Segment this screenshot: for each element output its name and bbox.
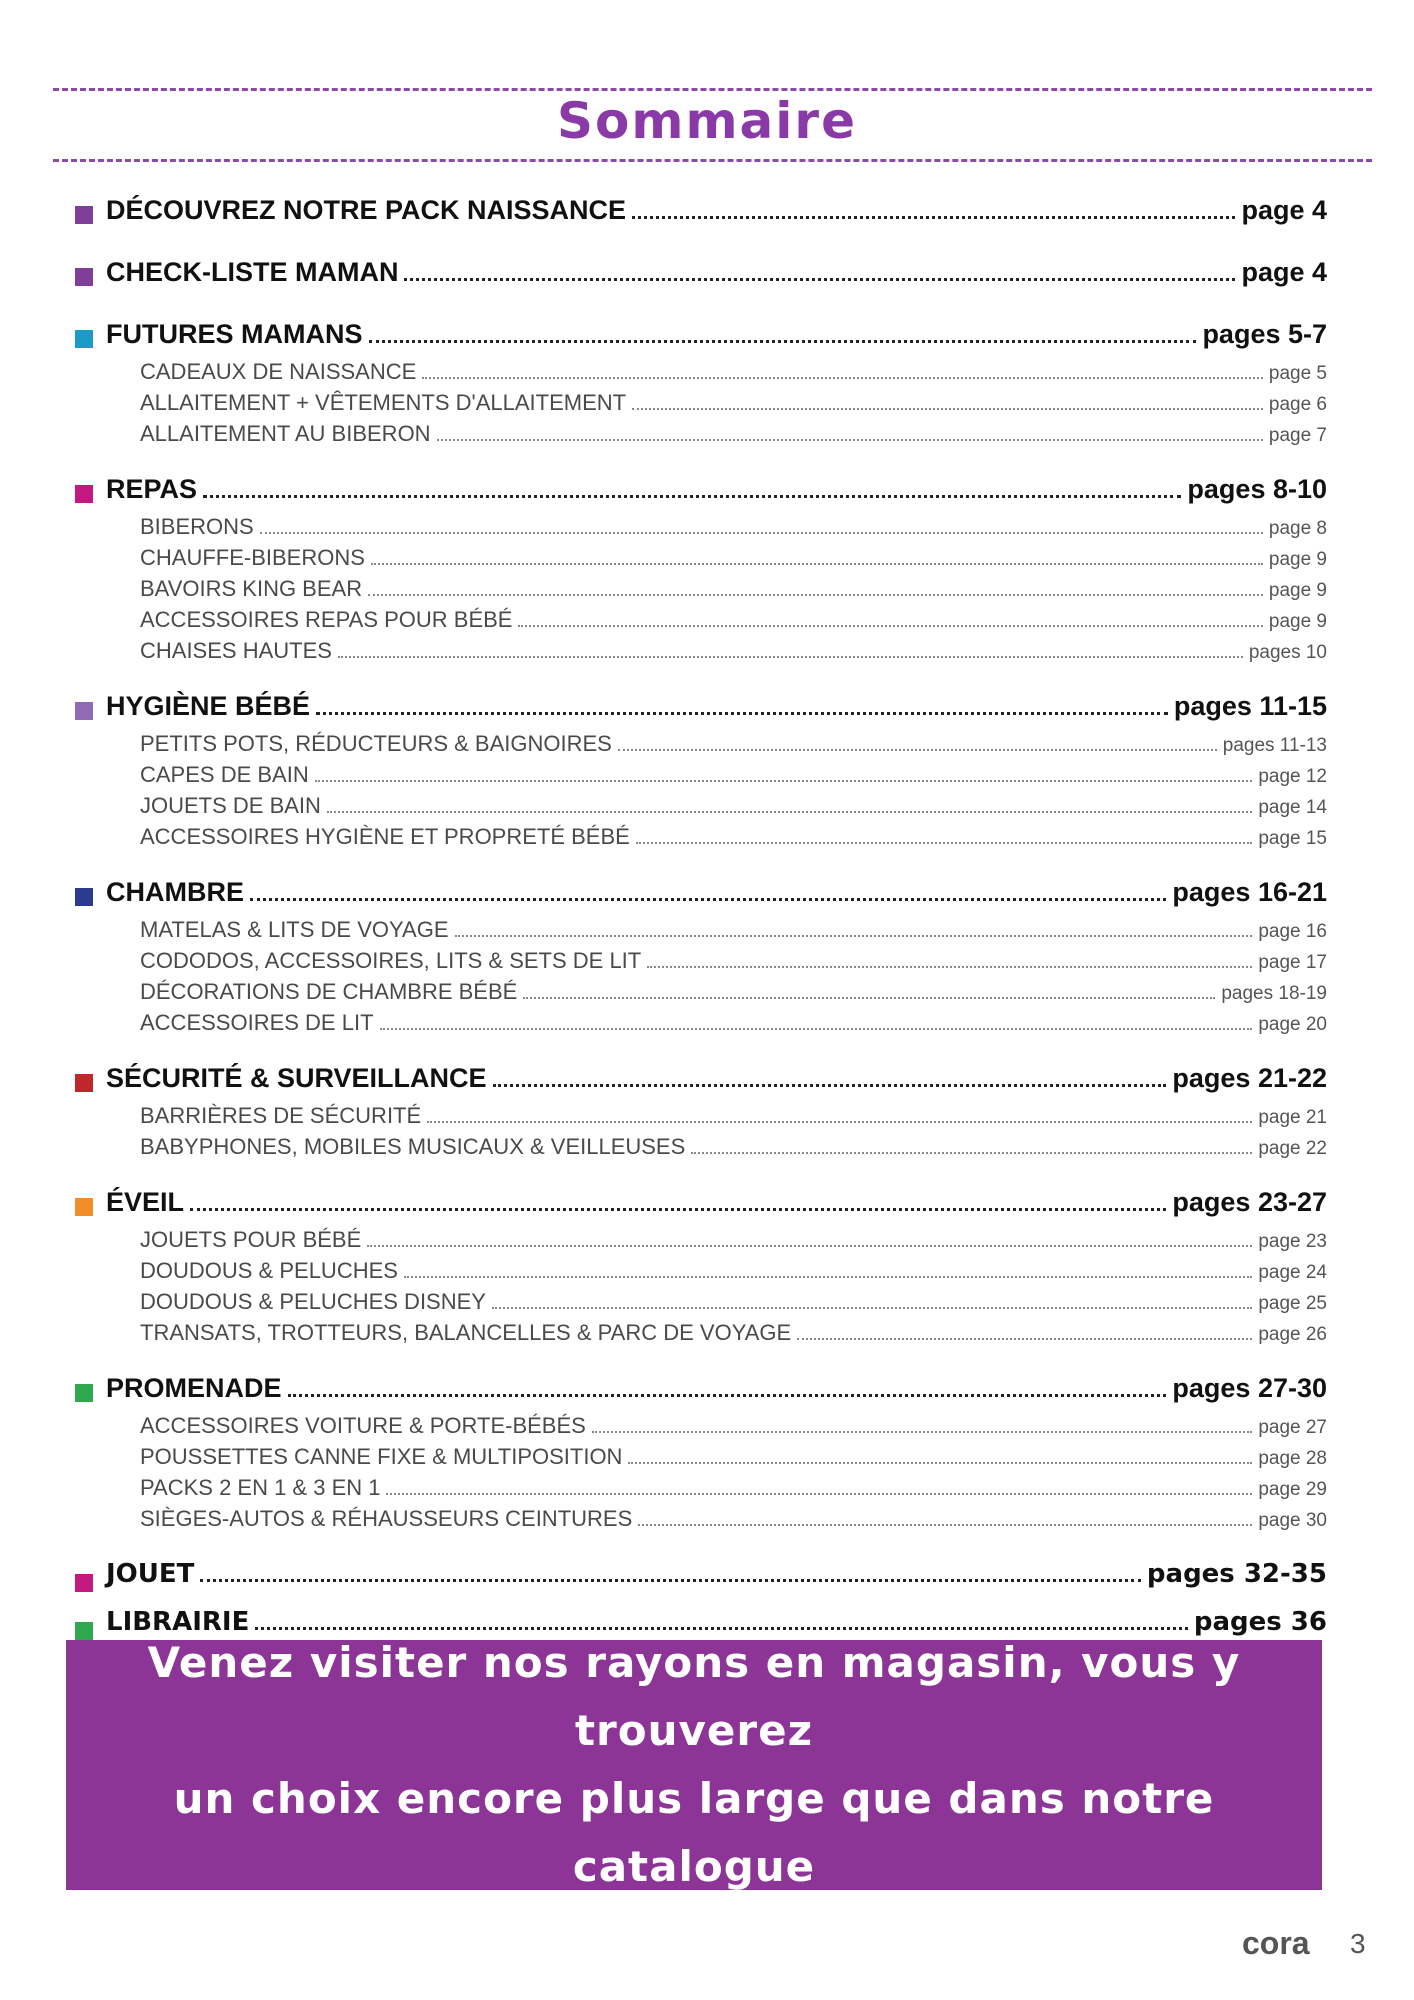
subitem-title: ALLAITEMENT AU BIBERON <box>140 421 431 446</box>
section-color-marker <box>75 888 93 906</box>
dot-leader <box>797 1338 1252 1340</box>
section-title: ÉVEIL <box>106 1187 185 1217</box>
subitem-page-ref: page 21 <box>1258 1107 1327 1128</box>
subitem-title: JOUETS POUR BÉBÉ <box>140 1227 362 1252</box>
section-title: CHAMBRE <box>106 877 244 907</box>
toc-subitem-row <box>75 1134 1327 1165</box>
toc-section <box>75 1063 1327 1165</box>
dot-leader <box>190 1208 1166 1211</box>
toc-subitem-row <box>75 421 1327 452</box>
toc-section-row <box>75 1559 1327 1607</box>
subitem-page-ref: page 20 <box>1258 1014 1327 1035</box>
dot-leader <box>288 1394 1167 1397</box>
toc-subitem-row <box>75 638 1327 669</box>
dot-leader <box>455 935 1253 937</box>
toc-section <box>75 319 1327 452</box>
section-title: HYGIÈNE BÉBÉ <box>106 691 311 721</box>
brand-logo: cora <box>1242 1925 1310 1961</box>
toc-subitem-row <box>75 793 1327 824</box>
dot-leader <box>592 1431 1253 1433</box>
section-page-ref: pages 5-7 <box>1202 319 1327 349</box>
table-of-contents <box>75 195 1327 1655</box>
dot-leader <box>632 408 1263 410</box>
section-title: PROMENADE <box>106 1373 282 1403</box>
section-color-marker <box>75 330 93 348</box>
toc-subitem-row <box>75 1227 1327 1258</box>
section-title: DÉCOUVREZ NOTRE PACK NAISSANCE <box>106 195 627 225</box>
subitem-title: DOUDOUS & PELUCHES DISNEY <box>140 1289 486 1314</box>
toc-section-row <box>75 877 1327 917</box>
toc-subitem-row <box>75 948 1327 979</box>
section-page-ref: pages 32-35 <box>1146 1559 1327 1589</box>
dot-leader <box>427 1121 1252 1123</box>
section-color-marker <box>75 702 93 720</box>
subitem-page-ref: page 27 <box>1258 1417 1327 1438</box>
toc-section <box>75 257 1327 297</box>
dot-leader <box>691 1152 1252 1154</box>
toc-subitem-row <box>75 917 1327 948</box>
toc-subitem-row <box>75 514 1327 545</box>
section-title: CHECK-LISTE MAMAN <box>106 257 399 287</box>
subitem-page-ref: pages 11-13 <box>1222 735 1327 756</box>
toc-subitem-row <box>75 576 1327 607</box>
subitem-page-ref: page 7 <box>1268 425 1327 446</box>
toc-section-row <box>75 319 1327 359</box>
toc-subitem-row <box>75 1289 1327 1320</box>
subitem-page-ref: page 30 <box>1258 1510 1327 1531</box>
section-page-ref: page 4 <box>1241 257 1327 287</box>
toc-section-row <box>75 257 1327 297</box>
toc-subitem-row <box>75 1475 1327 1506</box>
subitem-page-ref: page 23 <box>1258 1231 1327 1252</box>
section-page-ref: pages 16-21 <box>1172 877 1327 907</box>
toc-subitem-row <box>75 1103 1327 1134</box>
section-color-marker <box>75 268 93 286</box>
toc-subitem-row <box>75 824 1327 855</box>
subitem-page-ref: page 26 <box>1258 1324 1327 1345</box>
toc-section <box>75 1187 1327 1351</box>
page-number: 3 <box>1350 1928 1366 1959</box>
subitem-title: ACCESSOIRES DE LIT <box>140 1010 374 1035</box>
subitem-title: DOUDOUS & PELUCHES <box>140 1258 398 1283</box>
section-page-ref: page 4 <box>1241 195 1327 225</box>
subitem-title: ALLAITEMENT + VÊTEMENTS D'ALLAITEMENT <box>140 390 627 415</box>
toc-section <box>75 877 1327 1041</box>
subitem-page-ref: page 6 <box>1268 394 1327 415</box>
toc-subitem-row <box>75 1258 1327 1289</box>
dot-leader <box>369 340 1197 343</box>
dot-leader <box>628 1462 1252 1464</box>
subitem-title: MATELAS & LITS DE VOYAGE <box>140 917 449 942</box>
subitem-page-ref: page 15 <box>1258 828 1327 849</box>
toc-section-row <box>75 1373 1327 1413</box>
subitem-page-ref: page 8 <box>1268 518 1327 539</box>
subitem-title: BARRIÈRES DE SÉCURITÉ <box>140 1103 422 1128</box>
subitem-title: PETITS POTS, RÉDUCTEURS & BAIGNOIRES <box>140 731 612 756</box>
section-page-ref: pages 21-22 <box>1172 1063 1327 1093</box>
section-title: FUTURES MAMANS <box>106 319 363 349</box>
toc-section-row <box>75 1187 1327 1227</box>
dot-leader <box>404 278 1235 281</box>
dot-leader <box>493 1084 1167 1087</box>
subitem-title: BAVOIRS KING BEAR <box>140 576 363 601</box>
toc-subitem-row <box>75 1413 1327 1444</box>
dot-leader <box>260 532 1263 534</box>
subitem-page-ref: page 9 <box>1268 549 1327 570</box>
dot-leader <box>492 1307 1252 1309</box>
section-page-ref: pages 36 <box>1193 1607 1327 1637</box>
subitem-title: JOUETS DE BAIN <box>140 793 321 818</box>
top-dashed-divider <box>53 88 1372 91</box>
section-title: LIBRAIRIE <box>106 1607 250 1637</box>
subitem-title: CODODOS, ACCESSOIRES, LITS & SETS DE LIT <box>140 948 642 973</box>
subitem-page-ref: page 16 <box>1258 921 1327 942</box>
toc-section <box>75 474 1327 669</box>
section-color-marker <box>75 206 93 224</box>
section-page-ref: pages 23-27 <box>1172 1187 1327 1217</box>
subitem-page-ref: page 22 <box>1258 1138 1327 1159</box>
toc-subitem-row <box>75 1010 1327 1041</box>
toc-section-row <box>75 1063 1327 1103</box>
toc-section-row <box>75 195 1327 235</box>
subitem-page-ref: page 25 <box>1258 1293 1327 1314</box>
bottom-dashed-divider <box>53 159 1372 162</box>
subitem-page-ref: page 12 <box>1258 766 1327 787</box>
toc-section-row <box>75 691 1327 731</box>
toc-subitem-row <box>75 359 1327 390</box>
subitem-title: SIÈGES-AUTOS & RÉHAUSSEURS CEINTURES <box>140 1506 633 1531</box>
store-visit-banner <box>66 1640 1322 1890</box>
toc-subitem-row <box>75 1320 1327 1351</box>
dot-leader <box>386 1493 1252 1495</box>
toc-subitem-row <box>75 1444 1327 1475</box>
dot-leader <box>404 1276 1252 1278</box>
subitem-title: PACKS 2 EN 1 & 3 EN 1 <box>140 1475 381 1500</box>
dot-leader <box>618 749 1217 751</box>
section-color-marker <box>75 1198 93 1216</box>
toc-subitem-row <box>75 1506 1327 1537</box>
dot-leader <box>380 1028 1253 1030</box>
subitem-page-ref: page 24 <box>1258 1262 1327 1283</box>
subitem-title: BIBERONS <box>140 514 254 539</box>
dot-leader <box>523 997 1215 999</box>
dot-leader <box>327 811 1252 813</box>
subitem-page-ref: page 29 <box>1258 1479 1327 1500</box>
dot-leader <box>518 625 1262 627</box>
toc-section <box>75 691 1327 855</box>
dot-leader <box>316 712 1168 715</box>
section-color-marker <box>75 485 93 503</box>
dot-leader <box>250 898 1166 901</box>
subitem-title: ACCESSOIRES HYGIÈNE ET PROPRETÉ BÉBÉ <box>140 824 630 849</box>
toc-section <box>75 1373 1327 1537</box>
section-title: REPAS <box>106 474 198 504</box>
toc-section-row <box>75 474 1327 514</box>
page-title: Sommaire <box>556 92 857 150</box>
subitem-title: DÉCORATIONS DE CHAMBRE BÉBÉ <box>140 979 518 1004</box>
section-title: SÉCURITÉ & SURVEILLANCE <box>106 1063 487 1093</box>
subitem-page-ref: page 5 <box>1268 363 1327 384</box>
section-page-ref: pages 8-10 <box>1187 474 1327 504</box>
subitem-title: CHAUFFE-BIBERONS <box>140 545 365 570</box>
subitem-title: CAPES DE BAIN <box>140 762 309 787</box>
subitem-title: POUSSETTES CANNE FIXE & MULTIPOSITION <box>140 1444 623 1469</box>
dot-leader <box>203 495 1181 498</box>
toc-subitem-row <box>75 979 1327 1010</box>
subitem-page-ref: pages 10 <box>1248 642 1327 663</box>
subitem-title: CADEAUX DE NAISSANCE <box>140 359 417 384</box>
dot-leader <box>367 1245 1252 1247</box>
section-page-ref: pages 11-15 <box>1173 691 1327 721</box>
subitem-page-ref: page 9 <box>1268 580 1327 601</box>
toc-subitem-row <box>75 390 1327 421</box>
dot-leader <box>647 966 1252 968</box>
subitem-page-ref: page 17 <box>1258 952 1327 973</box>
dot-leader <box>200 1579 1141 1582</box>
toc-subitem-row <box>75 545 1327 576</box>
section-title: JOUET <box>106 1559 195 1589</box>
dot-leader <box>638 1524 1252 1526</box>
subitem-title: ACCESSOIRES REPAS POUR BÉBÉ <box>140 607 513 632</box>
dot-leader <box>368 594 1263 596</box>
dot-leader <box>422 377 1263 379</box>
subitem-page-ref: page 28 <box>1258 1448 1327 1469</box>
toc-subitem-row <box>75 731 1327 762</box>
subitem-title: CHAISES HAUTES <box>140 638 332 663</box>
section-page-ref: pages 27-30 <box>1172 1373 1327 1403</box>
banner-line-2: un choix encore plus large que dans notre catalogue <box>173 1774 1215 1891</box>
section-color-marker <box>75 1074 93 1092</box>
dot-leader <box>632 216 1235 219</box>
dot-leader <box>437 439 1263 441</box>
section-color-marker <box>75 1384 93 1402</box>
subitem-page-ref: page 14 <box>1258 797 1327 818</box>
dot-leader <box>338 656 1243 658</box>
dot-leader <box>636 842 1252 844</box>
subitem-title: ACCESSOIRES VOITURE & PORTE-BÉBÉS <box>140 1413 586 1438</box>
toc-subitem-row <box>75 607 1327 638</box>
subitem-page-ref: pages 18-19 <box>1221 983 1327 1004</box>
banner-line-1: Venez visiter nos rayons en magasin, vous y trouverez <box>147 1638 1241 1755</box>
section-color-marker <box>75 1574 93 1592</box>
toc-subitem-row <box>75 762 1327 793</box>
subitem-title: TRANSATS, TROTTEURS, BALANCELLES & PARC DE VOYAGE <box>140 1320 792 1345</box>
subitem-page-ref: page 9 <box>1268 611 1327 632</box>
dot-leader <box>371 563 1263 565</box>
subitem-title: BABYPHONES, MOBILES MUSICAUX & VEILLEUSES <box>140 1134 686 1159</box>
dot-leader <box>315 780 1253 782</box>
toc-section <box>75 195 1327 235</box>
